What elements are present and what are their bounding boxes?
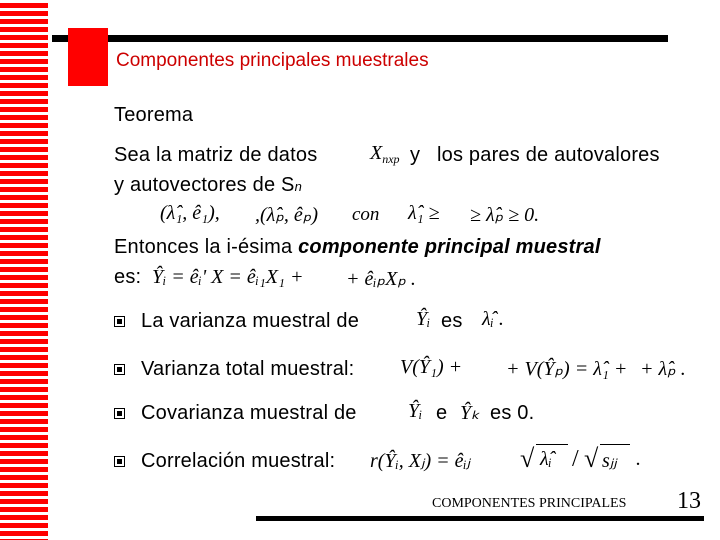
- title-top-bar: [52, 35, 668, 42]
- sqrt-symbol-1: √: [520, 444, 535, 473]
- pair-p: ,(λ̂ₚ, êₚ): [255, 204, 318, 226]
- bullet1-y: Ŷᵢ: [416, 308, 431, 330]
- pc-formula-b: + êᵢₚXₚ .: [346, 268, 416, 290]
- bullet3-text: Covarianza muestral de: [141, 402, 357, 424]
- line2-pre: y autovectores de S: [114, 174, 295, 196]
- line3-emphasis: componente principal muestral: [298, 236, 601, 258]
- bullet3-mid: e: [436, 402, 448, 424]
- pc-formula-a: Ŷᵢ = êᵢ' X = êᵢ₁X₁ +: [152, 266, 304, 288]
- bullet4-formula: r(Ŷᵢ, Xⱼ) = êᵢⱼ: [370, 450, 471, 472]
- line4-pre: es:: [114, 266, 142, 288]
- theorem-line-1: [114, 144, 317, 167]
- slide-title: Componentes principales muestrales: [116, 50, 429, 71]
- title-red-block: [68, 28, 108, 86]
- footer-label: COMPONENTES PRINCIPALES: [432, 496, 627, 511]
- bullet2-formula-b: + V(Ŷₚ) = λ̂₁ +: [506, 358, 628, 380]
- bullet1-mid: es: [441, 310, 463, 332]
- bullet2-text: Varianza total muestral:: [141, 358, 355, 380]
- ineq-2: ≥ λ̂ₚ ≥ 0.: [470, 204, 540, 226]
- bullet4-s: sⱼⱼ: [602, 450, 617, 472]
- bullet-marker: [114, 316, 125, 327]
- bullet3-yk: Ŷₖ: [460, 402, 480, 424]
- footer-bar: [256, 516, 704, 521]
- decorative-stripes: [0, 0, 52, 540]
- division-slash: /: [572, 446, 579, 472]
- bullet2-formula-c: + λ̂ₚ .: [640, 358, 686, 380]
- bullet4-lambda: λ̂ᵢ: [540, 448, 552, 470]
- page-number: 13: [677, 488, 701, 514]
- bullet3-post: es 0.: [490, 402, 535, 424]
- line2-sub: n: [294, 179, 303, 194]
- bullet1-lambda: λ̂ᵢ .: [482, 308, 504, 330]
- line3-pre: Entonces la i-ésima: [114, 236, 299, 258]
- bullet-marker: [114, 364, 125, 375]
- bullet4-text: Correlación muestral:: [141, 450, 336, 472]
- bullet2-formula-a: V(Ŷ₁) +: [400, 356, 463, 378]
- bullet-marker: [114, 408, 125, 419]
- data-matrix-symbol: $X_{nxp}$: [370, 142, 400, 166]
- theorem-heading: Teorema: [114, 104, 194, 126]
- theorem-line-3: [114, 236, 601, 259]
- bullet4-end: .: [636, 448, 641, 470]
- bullet-marker: [114, 456, 125, 467]
- theorem-line-2: [114, 174, 302, 197]
- pair-con: con: [352, 204, 380, 225]
- bullet1-text: La varianza muestral de: [141, 310, 360, 332]
- line1-pre: Sea la matriz de datos: [114, 144, 318, 166]
- line1-post: los pares de autovalores: [437, 144, 660, 166]
- sqrt-symbol-2: √: [584, 444, 599, 473]
- pair-1: (λ̂₁, ê₁),: [160, 202, 220, 224]
- line1-mid: y: [410, 144, 421, 166]
- ineq-1: λ̂₁ ≥: [408, 202, 440, 224]
- sqrt-bar-2: [600, 444, 630, 445]
- bullet3-yi: Ŷᵢ: [408, 400, 423, 422]
- sqrt-bar-1: [536, 444, 568, 445]
